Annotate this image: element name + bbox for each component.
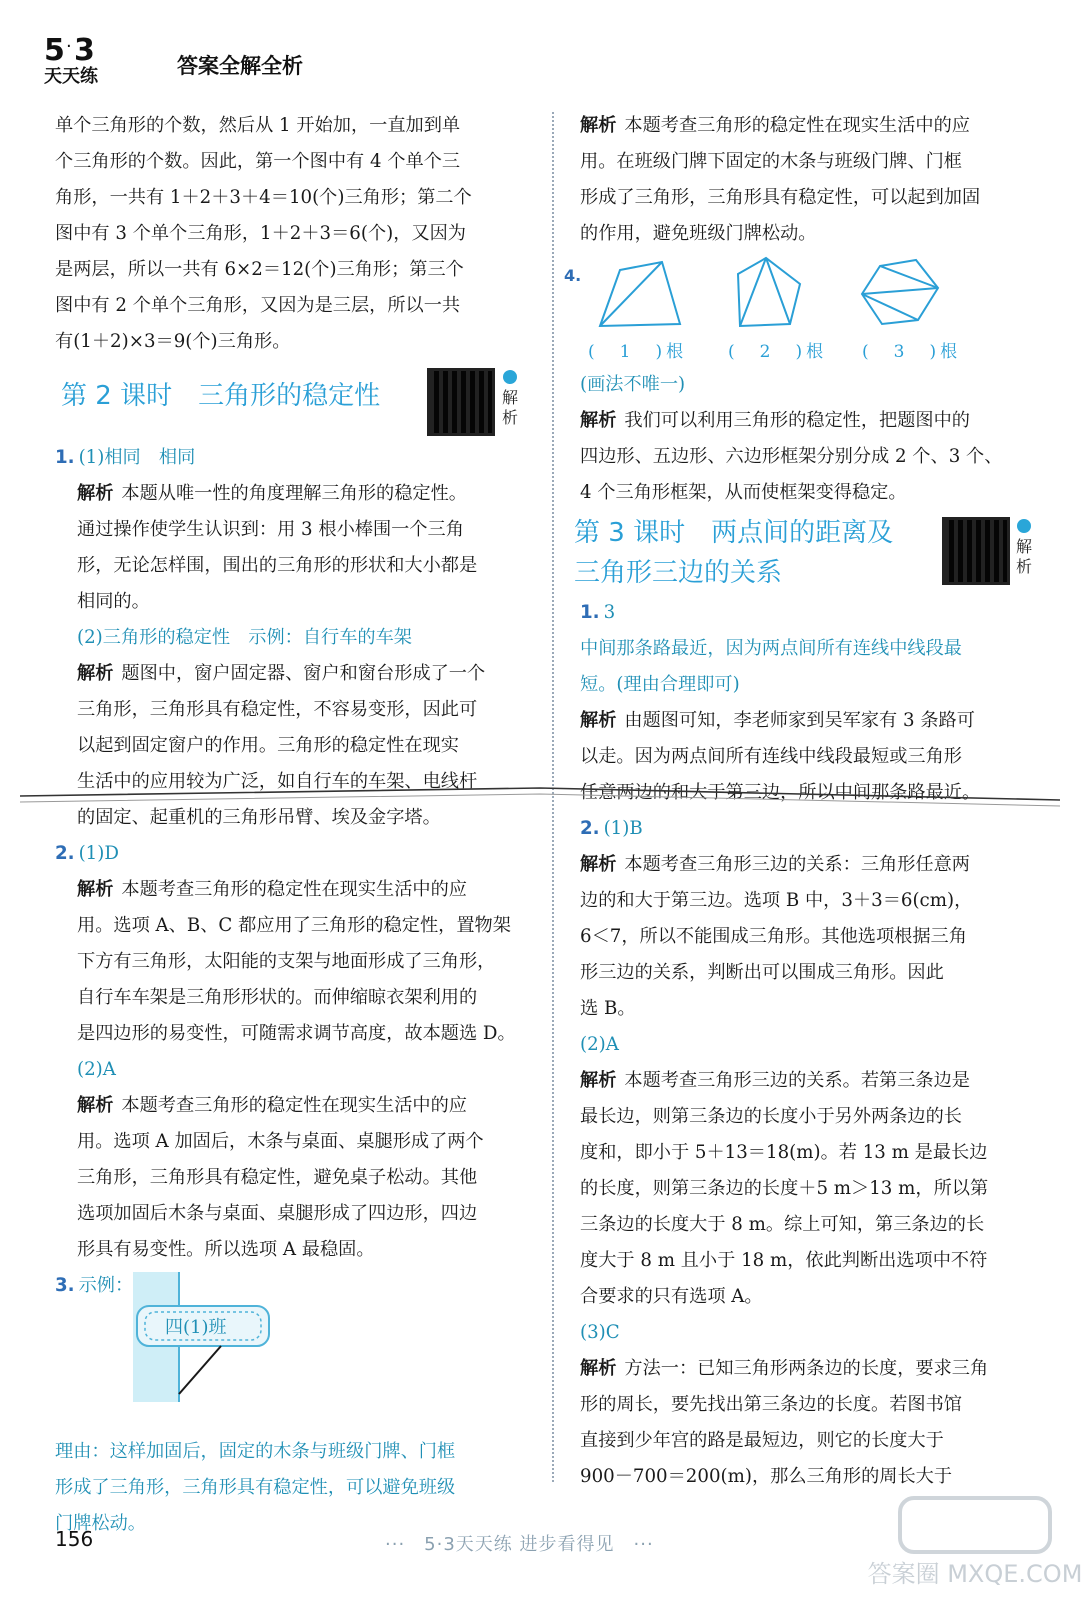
q3-reason-line: 门牌松动。 (55, 1513, 146, 1534)
q3-explanation-line: 解析 本题考查三角形的稳定性在现实生活中的应 (580, 115, 970, 136)
shape-label: ( 1 )根 (588, 342, 688, 362)
q3-number: 3. (55, 1275, 75, 1296)
r1-explanation-line: 解析 由题图可知，李老师家到吴军家有 3 条路可 (580, 710, 975, 731)
q2-explanation-line: 形具有易变性。所以选项 A 最稳固。 (77, 1239, 375, 1260)
intro-line: 角形，一共有 1＋2＋3＋4＝10(个)三角形；第二个 (55, 187, 472, 208)
r1-answer: 1. 3 (580, 602, 616, 623)
q2-explanation-line: 选项加固后木条与桌面、桌腿形成了四边形，四边 (77, 1203, 478, 1224)
analysis-keyword: 解析 (580, 115, 617, 136)
lesson-2-heading (55, 360, 535, 440)
analysis-keyword: 解析 (580, 854, 617, 875)
q1-explanation-line: 三角形，三角形具有稳定性，不容易变形，因此可 (77, 699, 478, 720)
r2-explanation-line: 边的和大于第三边。选项 B 中，3＋3＝6(cm)， (580, 890, 973, 911)
q1-explanation-line: 通过操作使学生认识到：用 3 根小棒围一个三角 (77, 519, 464, 540)
shape-label: ( 3 )根 (862, 342, 962, 362)
class-sign-diagram (125, 1272, 345, 1402)
r2-explanation-line: 解析 本题考查三角形三边的关系。若第三条边是 (580, 1070, 970, 1091)
r2-explanation-line: 的长度，则第三条边的长度＋5 m＞13 m，所以第 (580, 1178, 989, 1199)
q2-answer-2: (2)A (77, 1059, 116, 1080)
analysis-keyword: 解析 (580, 710, 617, 731)
lesson-2-name: 三角形的稳定性 (198, 381, 381, 411)
r2-explanation-line: 度大于 8 m 且小于 18 m，依此判断出选项中不符 (580, 1250, 988, 1271)
intro-line: 图中有 3 个单个三角形，1＋2＋3＝6(个)，又因为 (55, 223, 466, 244)
intro-line: 个三角形的个数。因此，第一个图中有 4 个单个三 (55, 151, 461, 172)
q1-explanation-line: 解析 本题从唯一性的角度理解三角形的稳定性。 (77, 483, 467, 504)
lesson-3-name: 两点间的距离及 (711, 518, 894, 548)
q3-explanation-line: 形成了三角形，三角形具有稳定性，可以起到加固 (580, 187, 981, 208)
page-fold-line (20, 780, 1060, 820)
svg-text:天天练: 天天练 (44, 66, 98, 87)
intro-line: 图中有 2 个单个三角形，又因为是三层，所以一共 (55, 295, 461, 316)
q2-explanation-line: 解析 本题考查三角形的稳定性在现实生活中的应 (77, 879, 467, 900)
lesson-2-label: 第 2 课时 (61, 381, 173, 411)
r2-explanation-line: 度和，即小于 5＋13＝18(m)。若 13 m 是最长边 (580, 1142, 988, 1163)
play-dot-icon (503, 370, 517, 384)
intro-line: 有(1＋2)×3＝9(个)三角形。 (55, 331, 291, 352)
q1-answer-1: 1. (1)相同 相同 (55, 447, 196, 468)
q4-explanation-line: 4 个三角形框架，从而使框架变得稳定。 (580, 482, 907, 503)
svg-text:3: 3 (74, 33, 95, 68)
lesson-3-name-line2: 三角形三边的关系 (574, 558, 783, 588)
r1-explanation-line: 以走。因为两点间所有连线中线段最短或三角形 (580, 746, 962, 767)
intro-line: 单个三角形的个数，然后从 1 开始加，一直加到单 (55, 115, 461, 136)
q4-explanation-line: 四边形、五边形、六边形框架分别分成 2 个、3 个、 (580, 446, 1003, 467)
r2-explanation-line: 形的周长，要先找出第三条边的长度。若图书馆 (580, 1394, 962, 1415)
r2-explanation-line: 合要求的只有选项 A。 (580, 1286, 763, 1307)
pentagon-shape (738, 258, 800, 326)
analysis-keyword: 解析 (77, 663, 114, 684)
q4-number: 4. (564, 266, 582, 285)
q1-explanation-line: 以起到固定窗户的作用。三角形的稳定性在现实 (77, 735, 459, 756)
r2-explanation-line: 选 B。 (580, 998, 636, 1019)
qr-code-icon[interactable] (942, 517, 1010, 585)
page-number: 156 (55, 1527, 94, 1551)
q2-answer-1: 2. (1)D (55, 843, 119, 864)
analysis-keyword: 解析 (77, 1095, 114, 1116)
analysis-keyword: 解析 (580, 1358, 617, 1379)
class-sign-figure (55, 1304, 535, 1434)
q2-number: 2. (55, 843, 75, 864)
q1-explanation-line: 的固定、起重机的三角形吊臂、埃及金字塔。 (77, 807, 441, 828)
q3-example: 3. 示例： (55, 1275, 134, 1296)
q2-explanation-line: 用。选项 A 加固后，木条与桌面、桌腿形成了两个 (77, 1131, 484, 1152)
page-header (40, 30, 1040, 90)
q4-shapes (564, 252, 1055, 367)
q3-explanation-line: 的作用，避免班级门牌松动。 (580, 223, 817, 244)
r2-explanation-line: 直接到少年宫的路是最短边，则它的长度大于 (580, 1430, 944, 1451)
q1-explanation-line: 相同的。 (77, 591, 150, 612)
class-sign-text: 四(1)班 (165, 1317, 227, 1338)
r2-explanation-line: 6＜7，所以不能围成三角形。其他选项根据三角 (580, 926, 967, 947)
brand-logo (40, 30, 132, 85)
svg-text:·: · (66, 36, 72, 57)
quadrilateral-shape (600, 262, 680, 326)
shape-label: ( 2 )根 (728, 342, 828, 362)
analysis-keyword: 解析 (77, 879, 114, 900)
footer-slogan: ··· 5·3天天练 进步看得见 ··· (385, 1534, 654, 1555)
q2-explanation-line: 用。选项 A、B、C 都应用了三角形的稳定性，置物架 (77, 915, 511, 936)
q2-explanation-line: 是四边形的易变性，可随需求调节高度，故本题选 D。 (77, 1023, 516, 1044)
q4-explanation-line: 解析 我们可以利用三角形的稳定性，把题图中的 (580, 410, 970, 431)
header-title: 答案全解全析 (177, 54, 303, 78)
analysis-keyword: 解析 (77, 483, 114, 504)
q2-explanation-line: 下方有三角形，太阳能的支架与地面形成了三角形， (77, 951, 496, 972)
q3-reason-line: 理由：这样加固后，固定的木条与班级门牌、门框 (55, 1441, 456, 1462)
r2-explanation-line: 最长边，则第三条边的长度小于另外两条边的长 (580, 1106, 962, 1127)
analysis-keyword: 解析 (580, 410, 617, 431)
r2-explanation-line: 形三边的关系，判断出可以围成三角形。因此 (580, 962, 944, 983)
intro-line: 是两层，所以一共有 6×2＝12(个)三角形；第三个 (55, 259, 464, 280)
r2-explanation-line: 解析 方法一：已知三角形两条边的长度，要求三角 (580, 1358, 989, 1379)
r1-answer-line: 中间那条路最近，因为两点间所有连线中线段最 (580, 638, 962, 659)
q1-explanation-line: 形，无论怎样围，围出的三角形的形状和大小都是 (77, 555, 478, 576)
watermark-logo (867, 1490, 1083, 1590)
polygon-figures (580, 258, 1060, 338)
r2-answer-2: (2)A (580, 1034, 619, 1055)
qr-code-icon[interactable] (427, 368, 495, 436)
hexagon-shape (862, 260, 938, 324)
r2-number: 2. (580, 818, 600, 839)
r2-answer-1: 2. (1)B (580, 818, 643, 839)
q1-explanation-line: 生活中的应用较为广泛，如自行车的车架、电线杆 (77, 771, 478, 792)
q4-note: (画法不唯一) (580, 374, 686, 395)
lesson-3-heading (574, 511, 1055, 595)
r2-answer-3: (3)C (580, 1322, 620, 1343)
q2-explanation-line: 三角形，三角形具有稳定性，避免桌子松动。其他 (77, 1167, 478, 1188)
q2-explanation-line: 解析 本题考查三角形的稳定性在现实生活中的应 (77, 1095, 467, 1116)
r1-answer-line: 短。(理由合理即可) (580, 674, 740, 695)
q2-explanation-line: 自行车车架是三角形形状的。而伸缩晾衣架利用的 (77, 987, 478, 1008)
qr-label: 解析 (501, 388, 518, 427)
q1-answer-2: (2)三角形的稳定性 示例：自行车的车架 (77, 627, 412, 648)
svg-text:5: 5 (44, 33, 65, 68)
q3-reason-line: 形成了三角形，三角形具有稳定性，可以避免班级 (55, 1477, 456, 1498)
play-dot-icon (1017, 519, 1031, 533)
r2-explanation-line: 三条边的长度大于 8 m。综上可知，第三条边的长 (580, 1214, 985, 1235)
r2-explanation-line: 解析 本题考查三角形三边的关系：三角形任意两 (580, 854, 970, 875)
r1-explanation-line: 任意两边的和大于第三边，所以中间那条路最近。 (580, 782, 981, 803)
analysis-keyword: 解析 (580, 1070, 617, 1091)
qr-label: 解析 (1015, 537, 1032, 576)
r1-number: 1. (580, 602, 600, 623)
q1-explanation-line: 解析 题图中，窗户固定器、窗户和窗台形成了一个 (77, 663, 486, 684)
left-column (55, 108, 535, 1542)
r2-explanation-line: 900－700＝200(m)，那么三角形的周长大于 (580, 1466, 953, 1487)
lesson-3-label: 第 3 课时 (574, 518, 686, 548)
q1-number: 1. (55, 447, 75, 468)
q3-explanation-line: 用。在班级门牌下固定的木条与班级门牌、门框 (580, 151, 962, 172)
watermark-text: 答案圈 MXQE.COM (867, 1560, 1083, 1588)
